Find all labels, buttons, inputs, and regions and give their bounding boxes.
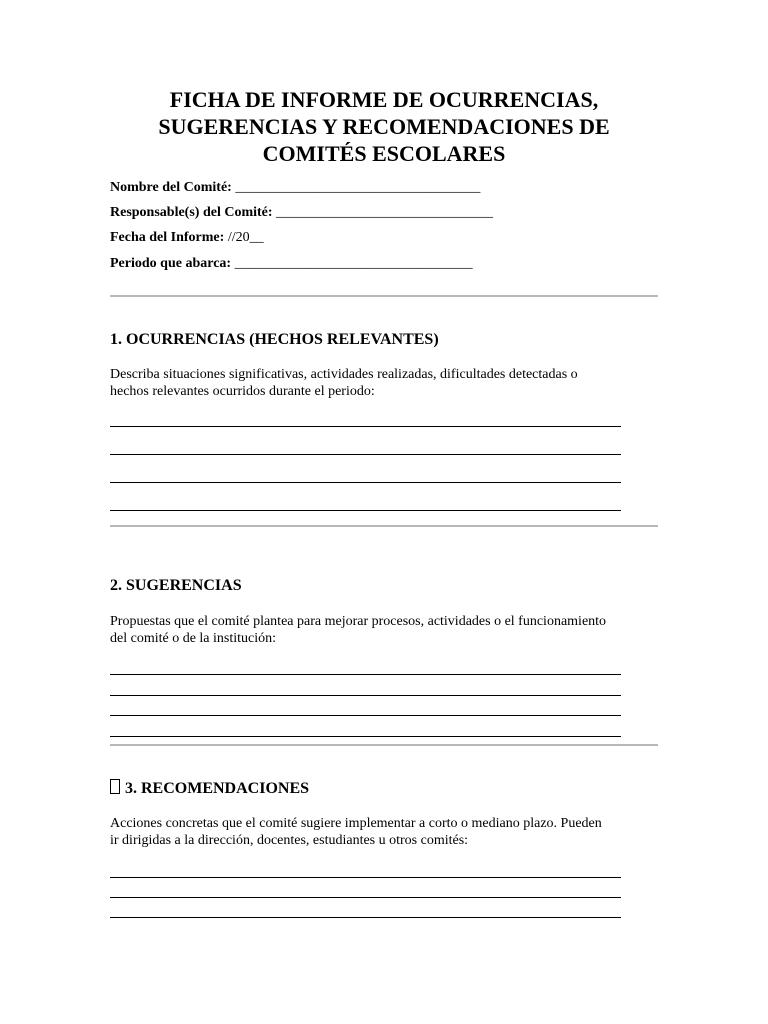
answer-line: [110, 482, 621, 483]
section-divider: [110, 295, 658, 297]
answer-line: [110, 736, 621, 737]
answer-line: [110, 510, 621, 511]
answer-line: [110, 674, 621, 675]
recomendaciones-desc-line-2: ir dirigidas a la dirección, docentes, estudiantes u otros comités:: [110, 833, 469, 848]
field-periodo: [110, 255, 473, 273]
answer-line: [110, 695, 621, 696]
sugerencias-desc-line-2: del comité o de la institución:: [110, 631, 277, 646]
field-periodo-value: __________________________________: [231, 256, 473, 271]
section-ocurrencias-heading: 1. OCURRENCIAS (HECHOS RELEVANTES): [110, 331, 439, 348]
section-divider: [110, 744, 658, 746]
title-line-1: FICHA DE INFORME DE OCURRENCIAS,: [169, 87, 599, 112]
title-line-2: SUGERENCIAS Y RECOMENDACIONES DE: [158, 114, 610, 139]
recomendaciones-heading-text: 3. RECOMENDACIONES: [125, 780, 310, 797]
answer-line: [110, 454, 621, 455]
answer-line: [110, 917, 621, 918]
field-periodo-label: Periodo que abarca:: [110, 256, 232, 271]
answer-line: [110, 426, 621, 427]
field-nombre-comite: [110, 179, 480, 197]
sugerencias-desc-line-1: Propuestas que el comité plantea para mejorar procesos, actividades o el funcionamiento: [110, 614, 607, 629]
field-fecha-informe: [110, 229, 264, 247]
answer-line: [110, 877, 621, 878]
field-fecha-label: Fecha del Informe:: [110, 230, 225, 245]
field-nombre-label: Nombre del Comité:: [110, 180, 232, 195]
document-title: [110, 86, 658, 167]
title-line-3: COMITÉS ESCOLARES: [262, 141, 506, 166]
answer-line: [110, 897, 621, 898]
section-recomendaciones-heading: [110, 779, 309, 799]
answer-line: [110, 715, 621, 716]
section-sugerencias-description: [110, 613, 670, 647]
field-nombre-value: ___________________________________: [231, 180, 481, 195]
missing-glyph-box-icon: [110, 779, 120, 794]
field-responsable: [110, 204, 493, 222]
field-fecha-value: //20__: [224, 230, 264, 245]
field-responsable-value: _______________________________: [272, 205, 494, 220]
section-ocurrencias-description: [110, 366, 670, 400]
field-responsable-label: Responsable(s) del Comité:: [110, 205, 273, 220]
recomendaciones-desc-line-1: Acciones concretas que el comité sugiere implementar a corto o mediano plazo. Pueden: [110, 816, 602, 831]
section-divider: [110, 525, 658, 527]
ocurrencias-desc-line-1: Describa situaciones significativas, actividades realizadas, dificultades detectadas o: [110, 367, 578, 382]
section-recomendaciones-description: [110, 815, 670, 849]
ocurrencias-desc-line-2: hechos relevantes ocurridos durante el periodo:: [110, 384, 375, 399]
section-sugerencias-heading: 2. SUGERENCIAS: [110, 577, 242, 594]
